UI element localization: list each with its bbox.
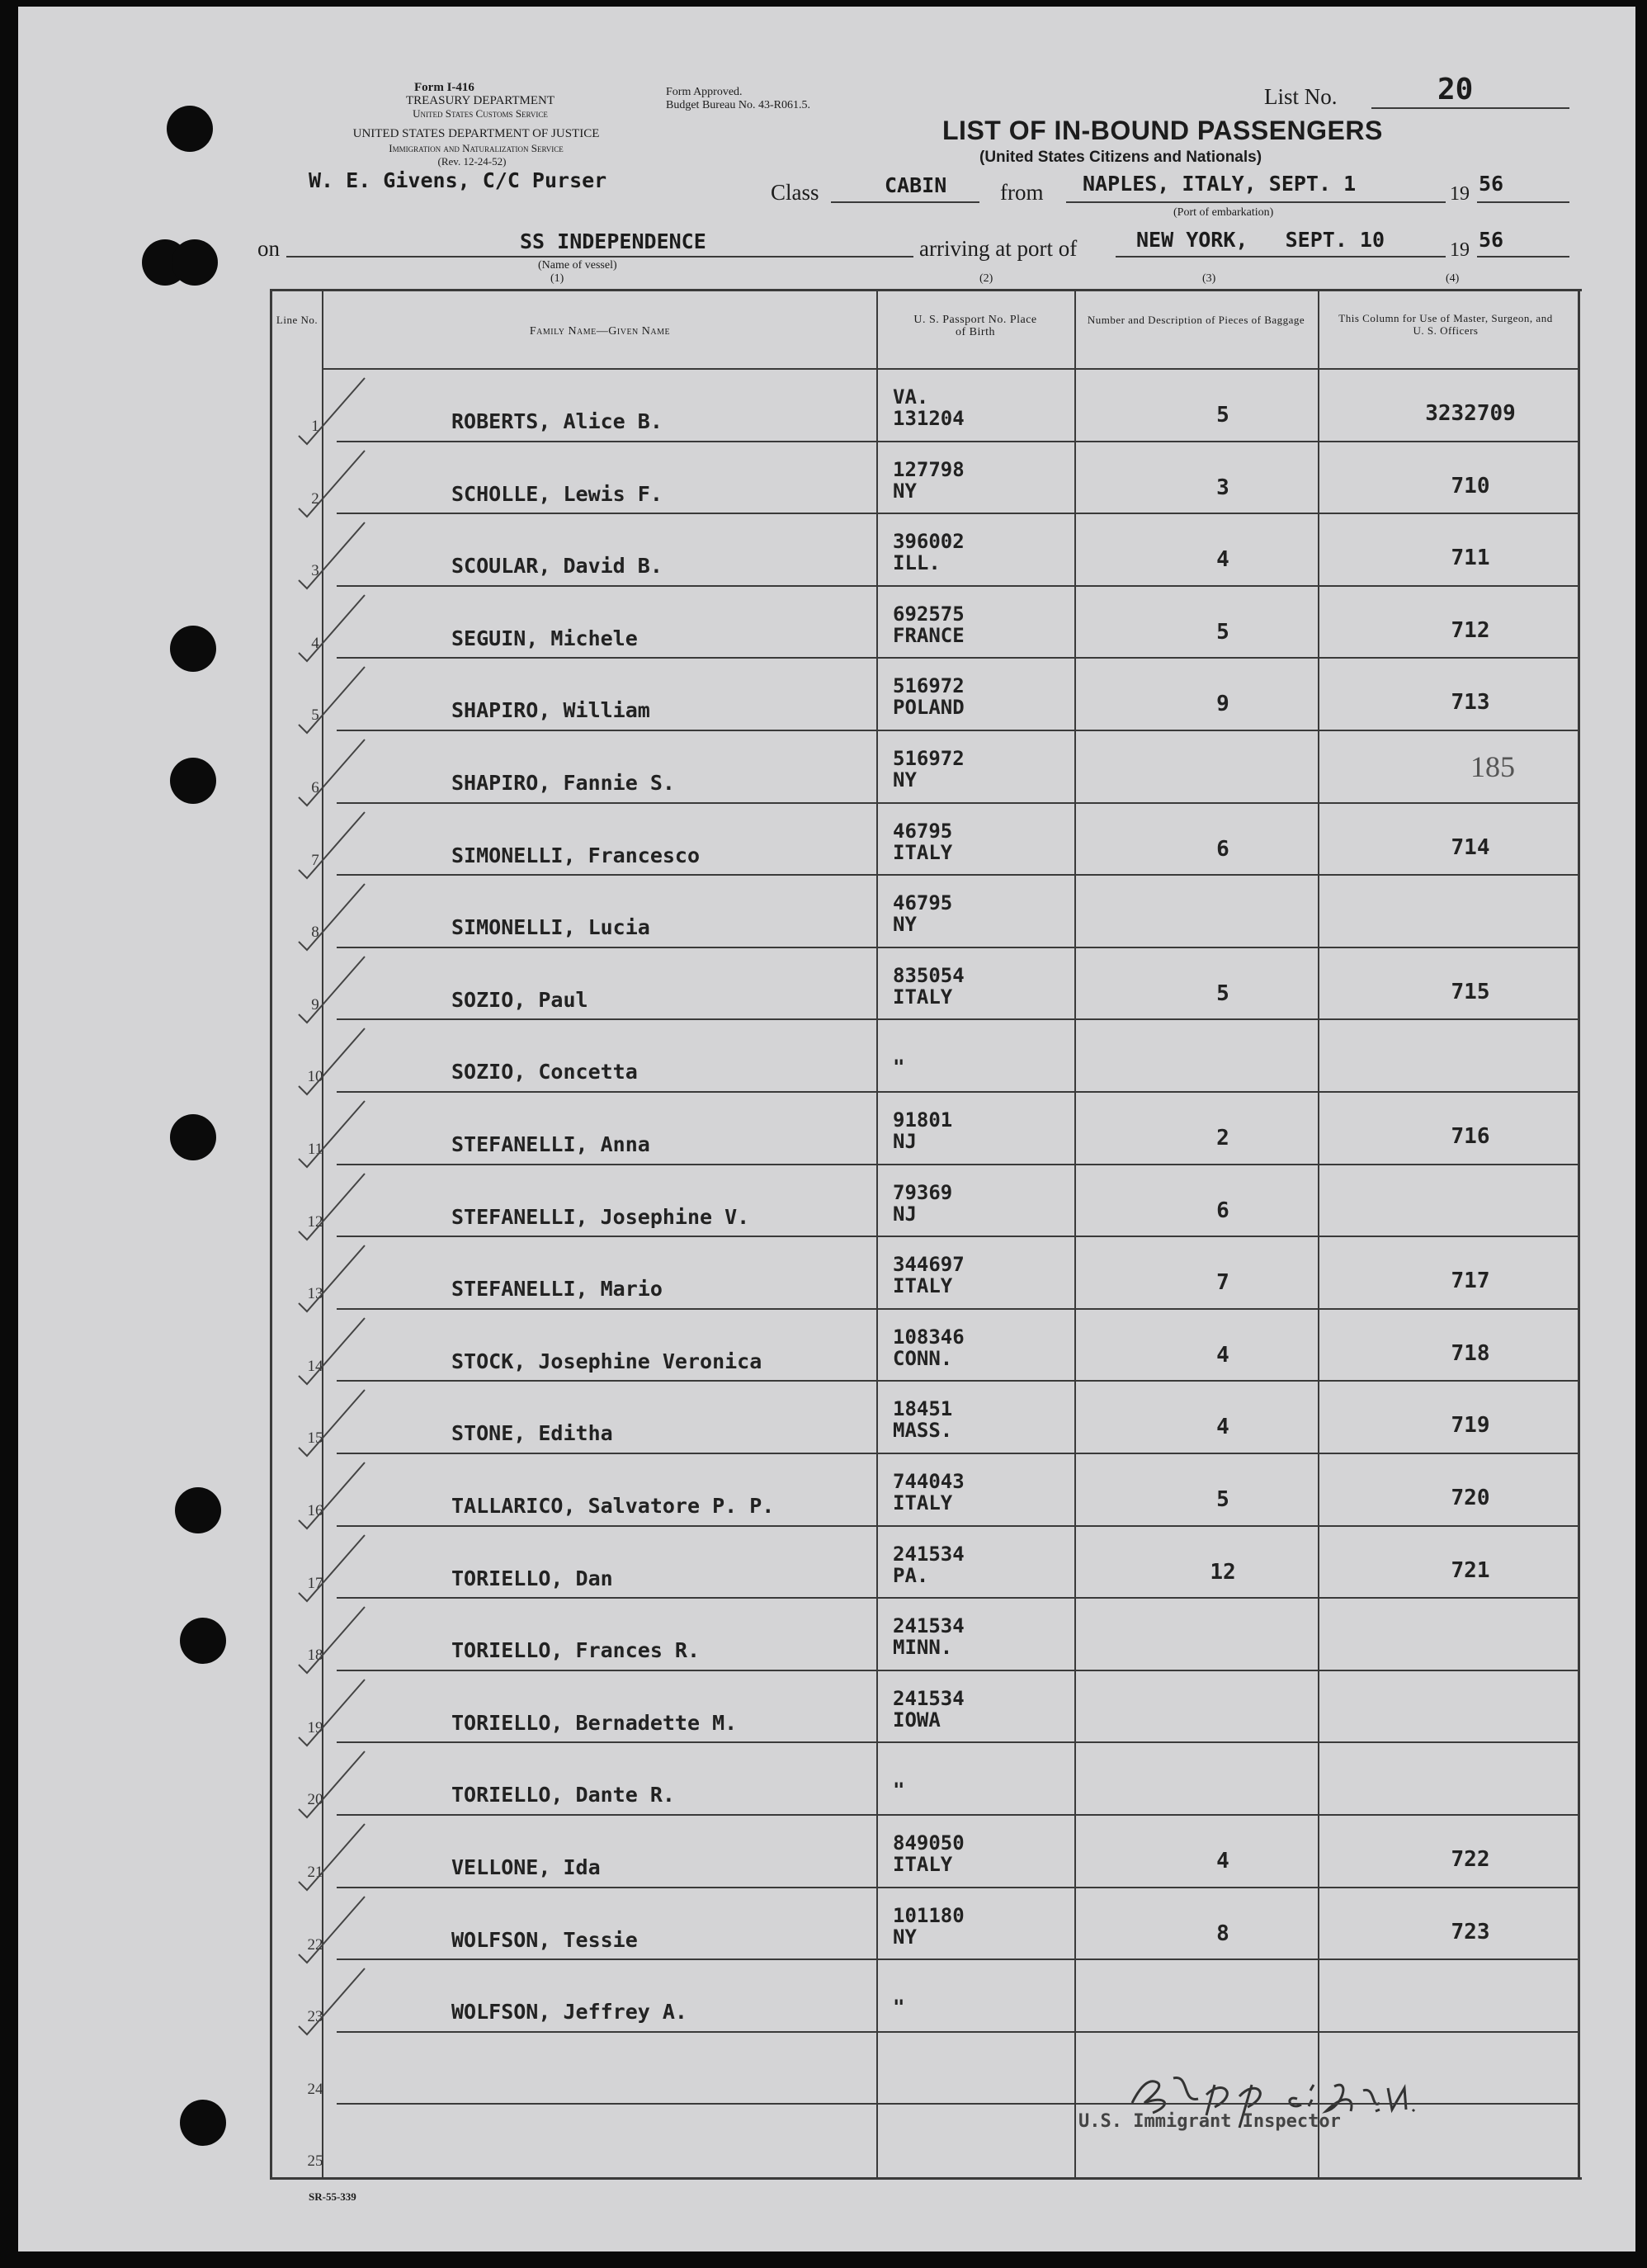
line-number: 20	[307, 1791, 323, 1809]
line-number: 5	[311, 706, 319, 725]
line-number: 11	[307, 1141, 323, 1158]
passenger-name: VELLONE, Ida	[451, 1855, 601, 1879]
place-of-birth: CONN.	[893, 1346, 953, 1370]
class-label: Class	[771, 180, 819, 205]
col4-number: (4)	[1446, 272, 1460, 285]
passport-number: 744043	[893, 1470, 965, 1493]
passport-number: 46795	[893, 891, 953, 915]
punch-hole	[180, 1618, 226, 1664]
officer-number: 714	[1451, 834, 1490, 860]
line-number: 19	[307, 1718, 323, 1736]
line-number: 16	[307, 1502, 323, 1519]
line-number: 2	[311, 489, 319, 508]
column-header-name: Family Name—Given Name	[529, 325, 671, 338]
justice-department: UNITED STATES DEPARTMENT OF JUSTICE	[352, 127, 600, 140]
row-divider	[337, 1525, 1578, 1527]
place-of-birth: "	[893, 1779, 905, 1803]
line-number: 12	[307, 1212, 323, 1231]
punch-hole	[172, 239, 218, 286]
place-of-birth: POLAND	[893, 696, 965, 720]
passport-number: 91801	[893, 1108, 953, 1132]
row-divider	[337, 1236, 1578, 1237]
on-label: on	[257, 236, 280, 261]
row-divider	[337, 585, 1578, 587]
year-prefix-arrive: 19	[1450, 239, 1470, 261]
line-number: 17	[307, 1574, 323, 1592]
port-embarkation-note: (Port of embarkation)	[1173, 206, 1274, 219]
passenger-name: SHAPIRO, William	[451, 698, 650, 723]
baggage-count: 9	[1216, 692, 1229, 717]
revision-date: (Rev. 12-24-52)	[437, 155, 507, 168]
line-number: 7	[311, 851, 319, 869]
passport-number: 79369	[893, 1180, 953, 1204]
place-of-birth: NJ	[893, 1202, 917, 1226]
place-of-birth: NY	[893, 1925, 917, 1949]
treasury-department: TREASURY DEPARTMENT	[405, 94, 555, 107]
passport-number: 516972	[893, 674, 965, 698]
footer-code: SR-55-339	[309, 2190, 356, 2203]
passenger-name: TALLARICO, Salvatore P. P.	[451, 1494, 775, 1518]
passenger-name: TORIELLO, Frances R.	[451, 1638, 701, 1663]
officer-number: 3232709	[1425, 401, 1516, 426]
passport-number: 101180	[893, 1903, 965, 1927]
punch-hole	[170, 626, 216, 672]
row-divider	[337, 874, 1578, 876]
passport-number: 241534	[893, 1614, 965, 1638]
passport-number: 241534	[893, 1542, 965, 1566]
place-of-birth: ITALY	[893, 1853, 953, 1876]
year-prefix-from: 19	[1450, 183, 1470, 205]
line-number: 6	[311, 779, 319, 796]
check-mark	[282, 1952, 373, 2043]
line-number: 15	[307, 1429, 323, 1448]
punch-hole	[170, 1114, 216, 1160]
ins-service: Immigration and Naturalization Service	[389, 142, 564, 154]
officer-number: 723	[1451, 1919, 1490, 1944]
place-of-birth: FRANCE	[893, 623, 965, 647]
col1-number: (1)	[550, 272, 564, 285]
place-of-birth: ITALY	[893, 1274, 953, 1298]
passenger-name: STEFANELLI, Anna	[451, 1132, 650, 1156]
officer-number: 721	[1451, 1557, 1490, 1583]
baggage-count: 3	[1216, 475, 1229, 500]
passport-number: 396002	[893, 530, 965, 554]
row-divider	[337, 1380, 1578, 1382]
row-divider	[337, 947, 1578, 948]
row-divider	[337, 441, 1578, 442]
baggage-count: 4	[1216, 1415, 1229, 1440]
place-of-birth: NJ	[893, 1130, 917, 1153]
row-divider	[337, 1887, 1578, 1888]
punch-hole	[170, 758, 216, 804]
row-divider	[337, 513, 1578, 514]
officer-number: 710	[1451, 473, 1490, 498]
line-number: 9	[311, 995, 319, 1014]
line-number: 18	[307, 1647, 323, 1665]
column-header-line: Line No.	[276, 314, 319, 326]
baggage-count: 5	[1216, 980, 1229, 1006]
passenger-name: WOLFSON, Jeffrey A.	[451, 2000, 687, 2025]
place-of-birth: MASS.	[893, 1419, 953, 1443]
row-divider	[337, 1814, 1578, 1816]
passenger-name: STEFANELLI, Mario	[451, 1277, 663, 1302]
place-of-birth: ITALY	[893, 1491, 953, 1514]
place-of-birth: ITALY	[893, 840, 953, 864]
row-divider	[337, 1597, 1578, 1599]
passenger-name: SOZIO, Concetta	[451, 1060, 638, 1084]
row-divider	[337, 730, 1578, 731]
row-divider	[337, 1741, 1578, 1743]
class-value: CABIN	[885, 173, 947, 197]
baggage-count: 5	[1216, 403, 1229, 428]
row-divider	[337, 1308, 1578, 1310]
officer-number: 712	[1451, 617, 1490, 643]
form-subtitle: (United States Citizens and Nationals)	[979, 149, 1262, 166]
column-header-officers: This Column for Use of Master, Surgeon, and U. S. Officers	[1338, 312, 1553, 337]
from-label: from	[1000, 180, 1044, 205]
officer-number: 720	[1451, 1486, 1490, 1510]
column-header-baggage: Number and Description of Pieces of Baggage	[1087, 314, 1305, 326]
place-of-birth: "	[893, 1996, 905, 2020]
baggage-count: 7	[1216, 1270, 1229, 1296]
officer-number: 713	[1451, 690, 1490, 716]
baggage-count: 5	[1216, 1487, 1229, 1512]
row-divider	[337, 657, 1578, 659]
passenger-name: STEFANELLI, Josephine V.	[451, 1204, 750, 1229]
line-number: 24	[307, 2080, 323, 2098]
passport-number: 692575	[893, 602, 965, 626]
place-of-birth: ILL.	[893, 551, 941, 575]
passenger-name: SIMONELLI, Francesco	[451, 843, 701, 867]
row-divider	[337, 1018, 1578, 1020]
baggage-count: 4	[1216, 1342, 1229, 1368]
place-of-birth: MINN.	[893, 1636, 953, 1660]
arriving-label: arriving at port of	[919, 236, 1078, 261]
baggage-count: 6	[1216, 1198, 1229, 1223]
row6-annotation: 185	[1470, 750, 1515, 783]
list-no-label: List No.	[1264, 84, 1338, 109]
list-no-value: 20	[1437, 73, 1474, 106]
passenger-name: ROBERTS, Alice B.	[451, 409, 663, 433]
place-of-birth: NY	[893, 479, 917, 503]
passenger-name: SCOULAR, David B.	[451, 554, 663, 579]
officer-number: 722	[1451, 1847, 1490, 1872]
row-divider	[337, 2031, 1578, 2033]
line-number: 22	[307, 1935, 323, 1954]
passenger-name: SIMONELLI, Lucia	[451, 915, 650, 940]
row-divider	[337, 1091, 1578, 1093]
customs-service: United States Customs Service	[413, 107, 548, 120]
line-number: 8	[311, 924, 319, 942]
passenger-name: SCHOLLE, Lewis F.	[451, 481, 663, 506]
passenger-name: TORIELLO, Dan	[451, 1566, 613, 1590]
passport-number: VA.	[893, 385, 929, 409]
place-of-birth: IOWA	[893, 1708, 941, 1732]
baggage-count: 5	[1216, 619, 1229, 645]
place-of-birth: ITALY	[893, 985, 953, 1009]
passport-number: 241534	[893, 1686, 965, 1710]
baggage-count: 4	[1216, 547, 1229, 573]
baggage-count: 6	[1216, 836, 1229, 862]
baggage-count: 12	[1210, 1559, 1236, 1585]
passport-number: 849050	[893, 1831, 965, 1855]
line-number: 13	[307, 1285, 323, 1303]
col3-number: (3)	[1202, 272, 1216, 285]
passport-number: 835054	[893, 963, 965, 987]
row-divider	[337, 802, 1578, 804]
purser-name: W. E. Givens, C/C Purser	[309, 168, 607, 192]
budget-bureau: Budget Bureau No. 43-R061.5.	[666, 99, 810, 111]
baggage-count: 8	[1216, 1921, 1229, 1946]
officer-number: 716	[1451, 1124, 1490, 1149]
passenger-name: SOZIO, Paul	[451, 987, 588, 1012]
line-number: 23	[307, 2008, 323, 2026]
officer-number: 717	[1451, 1269, 1490, 1294]
row-divider	[337, 1164, 1578, 1165]
officer-number: 718	[1451, 1340, 1490, 1366]
form-number: Form I-416	[414, 81, 474, 94]
passport-number: 18451	[893, 1397, 953, 1421]
passenger-name: SHAPIRO, Fannie S.	[451, 771, 675, 795]
column-header-passport: U. S. Passport No. Place of Birth	[913, 314, 1037, 338]
place-of-birth: NY	[893, 768, 917, 791]
line-number: 4	[311, 634, 319, 652]
punch-hole	[175, 1487, 221, 1533]
passenger-name: TORIELLO, Bernadette M.	[451, 1710, 738, 1735]
year-from: 56	[1479, 172, 1504, 196]
line-number: 14	[307, 1357, 323, 1375]
passport-number: 516972	[893, 747, 965, 770]
line-number: 1	[311, 418, 319, 435]
from-value: NAPLES, ITALY, SEPT. 1	[1083, 172, 1357, 196]
line-number: 25	[307, 2152, 323, 2171]
line-number: 10	[307, 1068, 323, 1086]
arriving-value: NEW YORK, SEPT. 10	[1136, 228, 1385, 252]
officer-number: 711	[1451, 546, 1490, 571]
passenger-name: TORIELLO, Dante R.	[451, 1783, 675, 1807]
punch-hole	[167, 106, 213, 152]
place-of-birth: NY	[893, 913, 917, 937]
form-title: LIST OF IN-BOUND PASSENGERS	[942, 116, 1383, 145]
place-of-birth: PA.	[893, 1563, 929, 1587]
line-number: 21	[307, 1864, 323, 1881]
row-divider	[337, 2103, 1578, 2105]
officer-number: 719	[1451, 1413, 1490, 1439]
passenger-name: STONE, Editha	[451, 1421, 613, 1446]
year-arrive: 56	[1479, 228, 1504, 252]
inspector-label: U.S. Immigrant Inspector	[1078, 2111, 1341, 2132]
passport-number: 127798	[893, 457, 965, 481]
row-divider	[337, 1959, 1578, 1960]
row-divider	[337, 1453, 1578, 1454]
officer-number: 715	[1451, 979, 1490, 1004]
baggage-count: 4	[1216, 1849, 1229, 1873]
passenger-name: SEGUIN, Michele	[451, 626, 638, 650]
passport-number: 344697	[893, 1253, 965, 1277]
row-divider	[337, 1670, 1578, 1671]
passenger-name: WOLFSON, Tessie	[451, 1927, 638, 1952]
punch-hole	[180, 2100, 226, 2146]
col2-number: (2)	[979, 272, 993, 285]
form-sheet	[18, 7, 1635, 2251]
vessel-note: (Name of vessel)	[538, 259, 617, 272]
place-of-birth: 131204	[893, 407, 965, 430]
passenger-name: STOCK, Josephine Veronica	[451, 1349, 762, 1373]
line-number: 3	[311, 562, 319, 580]
baggage-count: 2	[1216, 1126, 1229, 1151]
passport-number: 46795	[893, 819, 953, 843]
vessel-name: SS INDEPENDENCE	[520, 229, 706, 253]
passport-number: 108346	[893, 1325, 965, 1349]
place-of-birth: "	[893, 1056, 905, 1080]
form-approved: Form Approved.	[666, 86, 743, 98]
